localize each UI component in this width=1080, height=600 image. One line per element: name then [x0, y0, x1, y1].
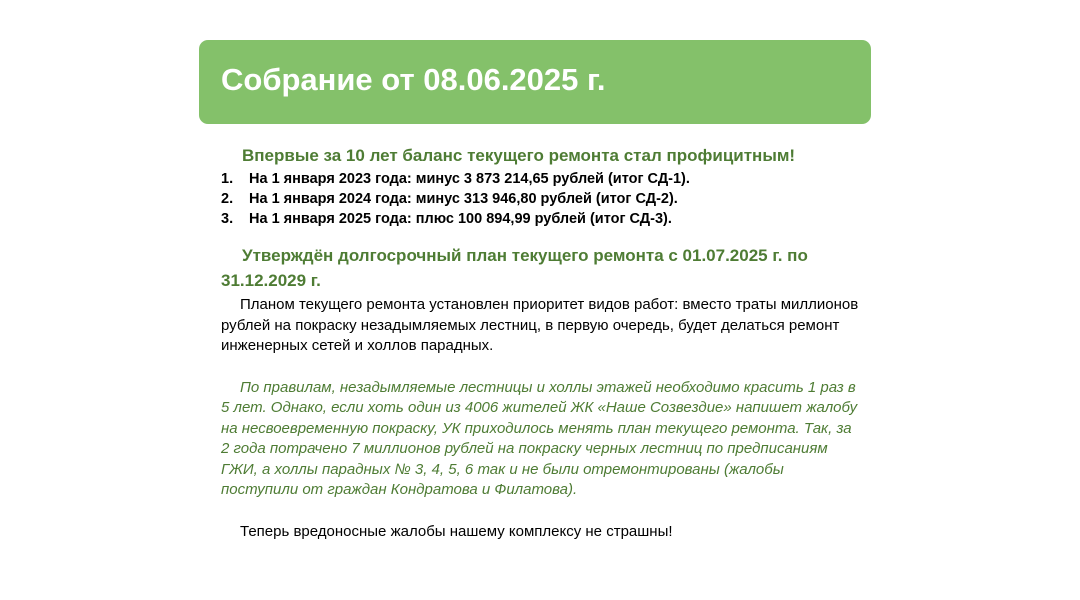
section2-heading: Утверждён долгосрочный план текущего ремонта с 01.07.2025 г. по 31.12.2029 г. — [221, 246, 808, 290]
list-item-text: На 1 января 2024 года: минус 313 946,80 рублей (итог СД-2). — [249, 191, 678, 207]
slide-content — [221, 144, 861, 542]
list-item-number: 1. — [221, 171, 234, 187]
balance-list — [221, 169, 861, 229]
list-item — [221, 169, 861, 189]
rules-paragraph: По правилам, незадымляемые лестницы и холлы этажей необходимо красить 1 раз в 5 лет. Однако, если хоть один из 4006 жителей ЖК «Наше Созвездие» напишет жалобу на несвоевременную покраску, УК приходилось менять план текущего ремонта. Так, за 2 года потрачено 7 миллионов рублей на покраску черных лестниц по предписаниям ГЖИ, а холлы парадных № 3, 4, 5, 6 так и не были отремонтированы (жалобы поступили от граждан Кондратова и Филатова). — [221, 378, 858, 498]
title-banner — [199, 40, 871, 124]
list-item-text: На 1 января 2023 года: минус 3 873 214,65 рублей (итог СД-1). — [249, 171, 690, 187]
list-item-number: 2. — [221, 191, 234, 207]
closing-paragraph: Теперь вредоносные жалобы нашему комплексу не страшны! — [240, 522, 673, 540]
slide-title: Собрание от 08.06.2025 г. — [221, 62, 606, 97]
list-item-text: На 1 января 2025 года: плюс 100 894,99 рублей (итог СД-3). — [249, 211, 672, 227]
section1-heading: Впервые за 10 лет баланс текущего ремонта стал профицитным! — [242, 146, 796, 165]
list-item — [221, 189, 861, 209]
list-item — [221, 209, 861, 229]
list-item-number: 3. — [221, 211, 234, 227]
plan-paragraph: Планом текущего ремонта установлен приоритет видов работ: вместо траты миллионов рублей на покраску незадымляемых лестниц, в первую очередь, будет делаться ремонт инженерных сетей и холлов парадных. — [221, 296, 859, 354]
